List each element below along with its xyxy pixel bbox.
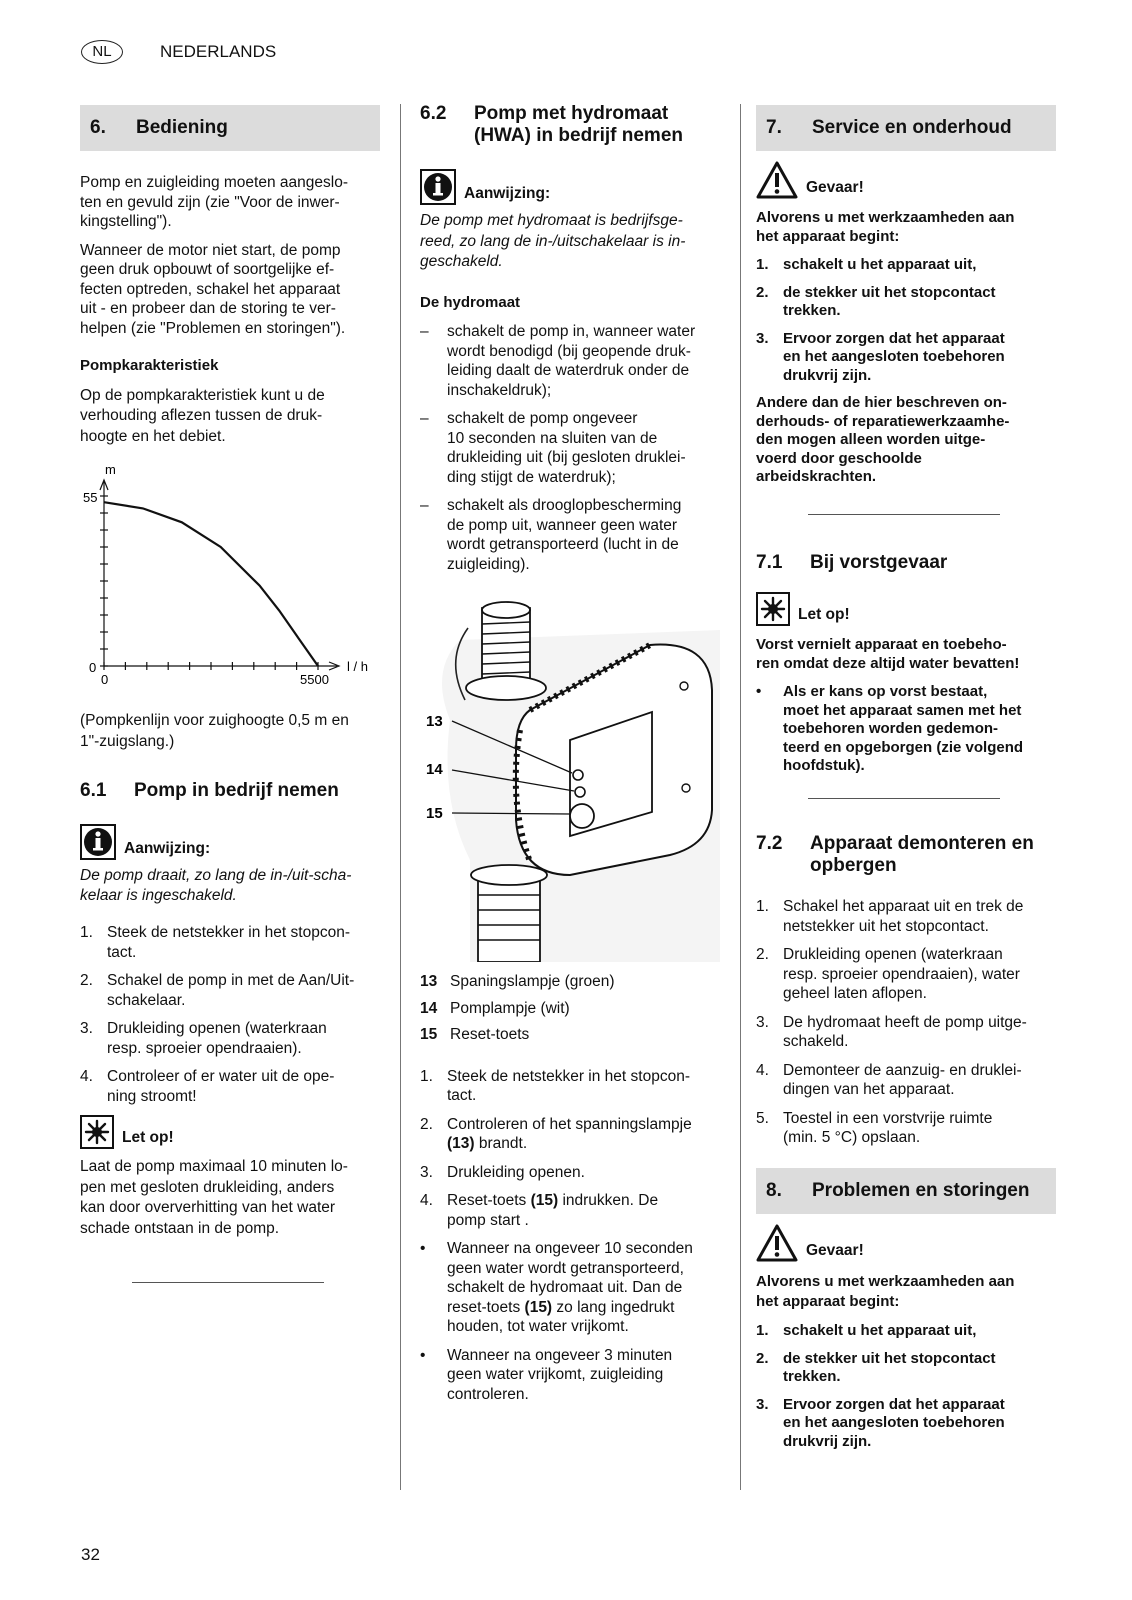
subheading-pompkarakteristiek: Pompkarakteristiek (80, 357, 219, 374)
list-marker: • (420, 1346, 426, 1364)
y-tick-label-55: 55 (83, 490, 98, 505)
warning-triangle-icon (756, 161, 798, 199)
list-item (756, 1396, 1056, 1452)
let-op-text: Vorst vernielt apparaat en toebeho- ren omdat deze altijd water bevatten! (756, 636, 1020, 672)
list-marker: 1. (756, 898, 769, 915)
list-item (80, 971, 380, 1010)
list-item (420, 409, 720, 487)
column-divider-2 (740, 104, 741, 1490)
legend-text: Reset-toets (450, 1026, 530, 1043)
list-item (420, 322, 720, 400)
list-item (80, 923, 380, 962)
list-marker: 4. (80, 1068, 93, 1085)
language-badge (81, 40, 123, 64)
danger-steps (756, 256, 1056, 385)
warning-triangle-icon (756, 1224, 798, 1262)
section-end-rule (132, 1282, 324, 1283)
legend-row (420, 1025, 720, 1045)
list-marker: 3. (80, 1020, 93, 1037)
legend-number: 13 (420, 973, 438, 990)
column-3-lower (756, 833, 1056, 1157)
column-1 (80, 105, 380, 447)
list-text: Steek de netstekker in het stopcon- tact. (447, 1067, 690, 1104)
legend-text: Pomplampje (wit) (450, 999, 570, 1017)
list-marker: 1. (756, 256, 769, 273)
legend-row (420, 972, 720, 992)
legend-row (420, 999, 720, 1019)
x-tick-label-5500: 5500 (300, 672, 329, 687)
list-item (756, 256, 1056, 275)
paragraph: Op de pompkarakteristiek kunt u de verhouding aflezen tussen de druk- hoogte en het debiet. (80, 386, 325, 445)
hydromaat-illustration (420, 600, 720, 962)
list-marker: 3. (420, 1163, 433, 1181)
notice-let-op: Let op! (756, 592, 1056, 626)
column-3-mid (756, 552, 1056, 785)
list-text: Wanneer na ongeveer 10 seconden geen water wordt getransporteerd, schakelt de hydromaat uit. Dan de reset-toets (15) zo lang ingedrukt houden, tot water vrijkomt. (447, 1240, 693, 1335)
list-marker: – (420, 497, 429, 514)
pump-curve-line (104, 502, 318, 666)
danger-text: Andere dan de hier beschreven on- derhouds- of reparatiewerkzaamhe- den mogen alleen worden uitge- voerd door geschoolde arbeidskrachten. (756, 394, 1010, 485)
section-7-2-heading: 7.2 Apparaat demonteren en opbergen (756, 833, 1034, 876)
legend-number: 15 (420, 1026, 438, 1043)
frost-warning-icon (80, 1115, 114, 1149)
list-item (420, 1346, 720, 1405)
section-7-heading: 7. Service en onderhoud (756, 105, 1056, 151)
bullet-list (420, 1239, 720, 1404)
list-marker: 3. (756, 1013, 769, 1031)
list-marker: 2. (756, 283, 769, 301)
legend-text: Spaningslampje (groen) (450, 973, 615, 990)
list-item (756, 1350, 1056, 1387)
danger-intro: Alvorens u met werkzaamheden aan het apparaat begint: (756, 209, 1015, 245)
dash-list (420, 322, 720, 574)
list-item (756, 1109, 1056, 1148)
notice-let-op: Let op! (80, 1115, 380, 1149)
list-item (756, 897, 1056, 936)
list-marker: 1. (756, 1322, 769, 1339)
info-icon (420, 169, 456, 205)
subheading-hydromaat: De hydromaat (420, 293, 521, 311)
list-item (420, 1239, 720, 1337)
list-text: Controleer of er water uit de ope- ning stroomt! (107, 1068, 335, 1105)
list-text: schakelt als drooglopbescherming de pomp uit, wanneer geen water wordt getransporteerd (lucht in de zuigleiding). (447, 497, 682, 573)
notice-aanwijzing: Aanwijzing: (420, 169, 720, 205)
column-2-lower (420, 972, 720, 1413)
list-text: Schakel het apparaat uit en trek de netstekker uit het stopcontact. (783, 898, 1024, 935)
list-marker: 5. (756, 1109, 769, 1127)
column-divider-1 (400, 104, 401, 1490)
legend-number: 14 (420, 999, 438, 1017)
notice-text: De pomp draait, zo lang de in-/uit-scha- kelaar is ingeschakeld. (80, 867, 352, 904)
list-marker: 2. (420, 1115, 433, 1133)
paragraph: Wanneer de motor niet start, de pomp geen druk opbouwt of soortgelijke ef- fecten optreden, schakel het apparaat uit - en probeer dan de storing te ver- helpen (zie "Problemen en storingen"). (80, 241, 346, 337)
list-text: Drukleiding openen (waterkraan resp. sproeier opendraaien), water geheel laten aflopen. (783, 946, 1020, 1002)
x-axis-label: l / h (347, 659, 368, 674)
notice-gevaar: Gevaar! (756, 161, 1056, 199)
list-text: Toestel in een vorstvrije ruimte (min. 5 °C) opslaan. (783, 1109, 993, 1146)
notice-aanwijzing: Aanwijzing: (80, 824, 380, 860)
y-tick-label-0: 0 (89, 660, 97, 675)
list-item (756, 284, 1056, 321)
chart-caption: (Pompkenlijn voor zuighoogte 0,5 m en 1"-zuigslang.) (80, 712, 349, 750)
callout-13: 13 (426, 713, 443, 730)
list-text: Schakel de pomp in met de Aan/Uit- schakelaar. (107, 972, 355, 1009)
info-icon (80, 824, 116, 860)
steps-list (80, 923, 380, 1106)
callout-14: 14 (426, 761, 443, 778)
list-marker: – (420, 410, 429, 427)
list-item (420, 1115, 720, 1154)
y-axis-label: m (105, 462, 116, 477)
danger-steps (756, 1322, 1056, 1451)
list-text: schakelt de pomp ongeveer 10 seconden na sluiten van de drukleiding uit (bij gesloten druklei- ding stijgt de waterdruk); (447, 410, 686, 486)
notice-text: De pomp met hydromaat is bedrijfsge- reed, zo lang de in-/uitschakelaar is in- geschakeld. (420, 212, 686, 270)
list-marker: 2. (756, 1349, 769, 1367)
list-item (756, 1322, 1056, 1341)
list-item (756, 1013, 1056, 1052)
list-marker: 1. (420, 1067, 433, 1085)
list-text: Reset-toets (15) indrukken. De pomp start . (447, 1192, 659, 1229)
list-marker: 4. (756, 1061, 769, 1079)
section-end-rule (808, 798, 1000, 799)
list-item (420, 496, 720, 574)
list-item (756, 945, 1056, 1004)
steps-list (420, 1067, 720, 1231)
callout-15: 15 (426, 805, 443, 822)
list-text: Demonteer de aanzuig- en druklei- dingen van het apparaat. (783, 1061, 1022, 1098)
list-marker: 4. (420, 1192, 433, 1209)
notice-gevaar: Gevaar! (756, 1224, 1056, 1262)
list-text: Steek de netstekker in het stopcon- tact. (107, 924, 350, 961)
section-end-rule (808, 514, 1000, 515)
x-tick-label-0: 0 (101, 672, 109, 687)
frost-warning-icon (756, 592, 790, 626)
list-text: schakelt u het apparaat uit, (783, 256, 977, 273)
list-text: schakelt u het apparaat uit, (783, 1322, 977, 1339)
list-item (756, 1061, 1056, 1100)
list-marker: 3. (756, 329, 769, 347)
list-text: Drukleiding openen. (447, 1163, 585, 1181)
list-item (420, 1067, 720, 1106)
list-item: • Als er kans op vorst bestaat, moet het apparaat samen met het toebehoren worden gedemon- teerd en opgeborgen (zie volgend hoofdstuk). (756, 683, 1024, 774)
list-item (756, 330, 1056, 386)
list-item (80, 1067, 380, 1106)
page-number: 32 (81, 1545, 100, 1564)
section-6-1-heading: 6.1 Pomp in bedrijf nemen (80, 780, 339, 801)
list-item (420, 1191, 720, 1230)
language-code: NL (92, 43, 112, 60)
language-name: NEDERLANDS (160, 42, 277, 61)
section-7-1-heading: 7.1 Bij vorstgevaar (756, 552, 948, 573)
pump-curve-chart (75, 462, 395, 702)
list-item (420, 1163, 720, 1183)
steps-list (756, 897, 1056, 1148)
list-marker: 3. (756, 1395, 769, 1413)
section-8-heading: 8. Problemen en storingen (756, 1168, 1056, 1214)
list-marker: 2. (756, 946, 769, 963)
list-text: Ervoor zorgen dat het apparaat en het aangesloten toebehoren drukvrij zijn. (783, 1395, 1005, 1450)
let-op-bullet-list (756, 683, 1056, 776)
list-marker: – (420, 323, 429, 340)
list-marker: 1. (80, 924, 93, 941)
column-2 (420, 103, 720, 583)
list-marker: • (420, 1240, 426, 1257)
list-text: Controleren of het spanningslampje (13) brandt. (447, 1115, 692, 1152)
list-text: Ervoor zorgen dat het apparaat en het aangesloten toebehoren drukvrij zijn. (783, 329, 1005, 384)
section-6-heading: 6. Bediening (80, 105, 380, 151)
danger-intro: Alvorens u met werkzaamheden aan het apparaat begint: (756, 1273, 1015, 1310)
list-text: de stekker uit het stopcontact trekken. (783, 283, 996, 319)
column-1-lower (80, 710, 380, 1239)
list-text: de stekker uit het stopcontact trekken. (783, 1349, 996, 1385)
list-text: schakelt de pomp in, wanneer water wordt benodigd (bij geopende druk- leiding daalt de waterdruk onder de inschakeldruk); (447, 323, 696, 399)
illustration-legend (420, 972, 720, 1045)
list-text: Drukleiding openen (waterkraan resp. sproeier opendraaien). (107, 1020, 327, 1057)
column-3 (756, 105, 1056, 487)
list-item (80, 1019, 380, 1058)
column-3-bottom (756, 1168, 1056, 1460)
paragraph: Pomp en zuigleiding moeten aangeslo- ten en gevuld zijn (zie "Voor de inwer- kingstelling"). (80, 174, 348, 230)
list-text: De hydromaat heeft de pomp uitge- schakeld. (783, 1013, 1027, 1050)
section-6-2-heading: 6.2 Pomp met hydromaat (HWA) in bedrijf nemen (420, 103, 683, 146)
let-op-text: Laat de pomp maximaal 10 minuten lo- pen met gesloten drukleiding, anders kan door oververhitting van het water schade ontstaan in de pomp. (80, 1158, 348, 1237)
list-text: Wanneer na ongeveer 3 minuten geen water vrijkomt, zuigleiding controleren. (447, 1346, 673, 1403)
list-marker: 2. (80, 972, 93, 989)
